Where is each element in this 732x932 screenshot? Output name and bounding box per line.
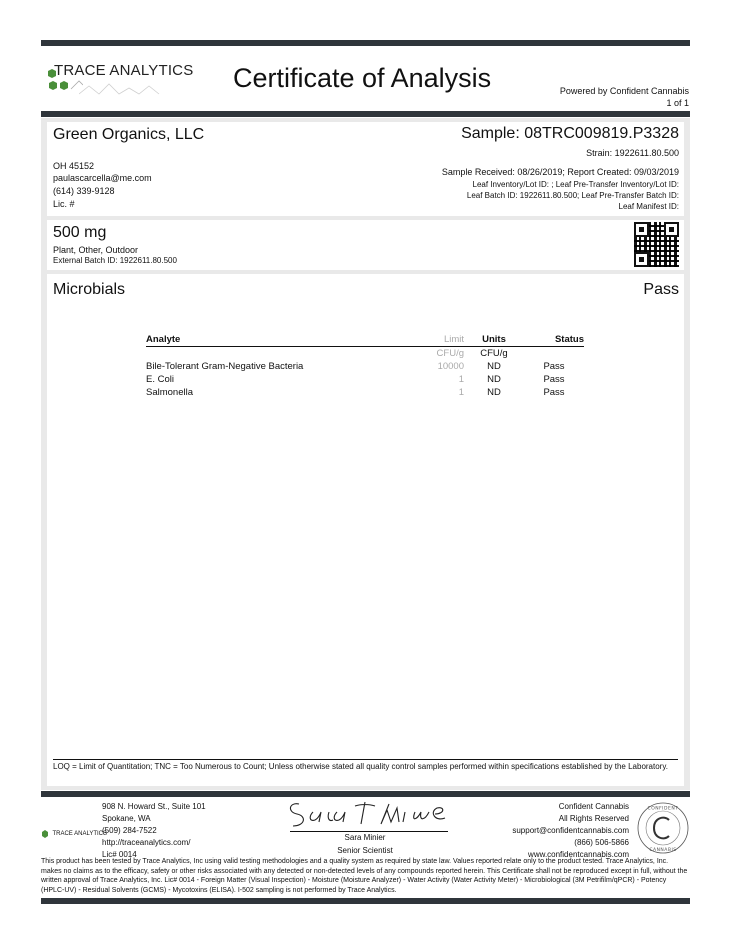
qr-code-icon bbox=[634, 222, 679, 267]
bottom-rule bbox=[41, 898, 690, 904]
table-header-row bbox=[146, 334, 584, 347]
lab-address-1: 908 N. Howard St., Suite 101 bbox=[102, 802, 206, 811]
analyte-cell: Bile-Tolerant Gram-Negative Bacteria bbox=[146, 361, 304, 372]
document-title: Certificate of Analysis bbox=[233, 63, 492, 93]
col-analyte: Analyte bbox=[146, 334, 414, 347]
logo-text: TRACE ANALYTICS bbox=[54, 62, 194, 79]
status-cell: Pass bbox=[543, 374, 565, 385]
units-unit: CFU/g bbox=[480, 348, 508, 359]
table-subheader-row bbox=[146, 347, 584, 361]
product-type: Plant, Other, Outdoor bbox=[53, 245, 139, 255]
signature bbox=[285, 796, 450, 832]
analyte-cell: Salmonella bbox=[146, 387, 193, 398]
table-row bbox=[146, 373, 584, 386]
section-result: Pass bbox=[643, 281, 679, 298]
table-row bbox=[146, 360, 584, 373]
trace-analytics-logo bbox=[43, 62, 193, 98]
limit-unit: CFU/g bbox=[436, 348, 464, 359]
logo-line-decoration bbox=[79, 82, 169, 96]
cc-phone: (866) 506-5866 bbox=[574, 838, 629, 847]
loq-note: LOQ = Limit of Quantitation; TNC = Too Numerous to Count; Unless otherwise stated all quality control samples performed within specifications established by the Laboratory. bbox=[53, 762, 668, 771]
client-license: Lic. # bbox=[53, 199, 75, 209]
powered-by: Powered by Confident Cannabis bbox=[559, 86, 689, 96]
status-cell: Pass bbox=[543, 387, 565, 398]
header-rule bbox=[41, 111, 690, 117]
table-row bbox=[146, 386, 584, 399]
sample-id: Sample: 08TRC009819.P3328 bbox=[461, 125, 679, 142]
confident-cannabis-seal-icon bbox=[636, 801, 690, 855]
section-title: Microbials bbox=[53, 281, 126, 298]
sample-batch: Leaf Batch ID: 1922611.80.500; Leaf Pre-Transfer Batch ID: bbox=[466, 191, 679, 200]
units-cell: ND bbox=[487, 361, 501, 372]
col-units: Units bbox=[464, 334, 524, 347]
page-number: 1 of 1 bbox=[666, 98, 689, 108]
svg-text:CANNABIS: CANNABIS bbox=[649, 848, 677, 853]
footer-logo-text: TRACE ANALYTICS bbox=[52, 830, 108, 837]
status-cell: Pass bbox=[543, 361, 565, 372]
loq-rule bbox=[53, 759, 678, 760]
analyte-cell: E. Coli bbox=[146, 374, 174, 385]
signature-line bbox=[290, 831, 448, 832]
lab-address-2: Spokane, WA bbox=[102, 814, 151, 823]
top-rule bbox=[41, 40, 690, 46]
disclaimer: This product has been tested by Trace Analytics, Inc using valid testing methodologies and a quality system as required by state law. Values reported relate only to the product tested. Trace Analytics, Inc. makes no claims as to the efficacy, safety or other risks associated with any detected or non-detected levels of any compounds reported herein. This Certificate shall not be reproduced except in full, without the written approval of Trace Analytics, Inc. Lic# 0014 - Foreign Matter (Visual Inspection) - Moisture (Moisture Analyzer) - Water Activity (Water Activity Meter) - Microbiological (3M Petrifilm/qPCR) - Potency (HPLC-UV) - Residual Solvents (GCMS) - Mycotoxins (ELISA). I-502 sampling is not performed by Trace Analytics. bbox=[41, 858, 688, 894]
units-cell: ND bbox=[487, 387, 501, 398]
signer-title: Senior Scientist bbox=[337, 846, 393, 855]
units-cell: ND bbox=[487, 374, 501, 385]
svg-text:CONFIDENT: CONFIDENT bbox=[647, 806, 679, 812]
cc-url[interactable]: www.confidentcannabis.com bbox=[528, 850, 629, 859]
signer-name: Sara Minier bbox=[344, 833, 386, 842]
external-batch-id: External Batch ID: 1922611.80.500 bbox=[53, 256, 177, 265]
cc-name: Confident Cannabis bbox=[558, 802, 629, 811]
col-status: Status bbox=[524, 334, 584, 347]
cc-rights: All Rights Reserved bbox=[558, 814, 629, 823]
sample-dates: Sample Received: 08/26/2019; Report Created: 09/03/2019 bbox=[441, 167, 679, 177]
client-name: Green Organics, LLC bbox=[53, 126, 205, 143]
product-name: 500 mg bbox=[53, 224, 107, 241]
sample-lot: Leaf Inventory/Lot ID: ; Leaf Pre-Transfer Inventory/Lot ID: bbox=[472, 180, 679, 189]
client-email: paulascarcella@me.com bbox=[53, 173, 152, 183]
limit-cell: 1 bbox=[458, 387, 464, 398]
client-phone: (614) 339-9128 bbox=[53, 186, 115, 196]
client-address: OH 45152 bbox=[53, 161, 95, 171]
footer-lab-logo bbox=[42, 825, 107, 835]
limit-cell: 10000 bbox=[437, 361, 464, 372]
hexagon-small-icon bbox=[42, 830, 48, 838]
cc-email[interactable]: support@confidentcannabis.com bbox=[512, 826, 629, 835]
sample-strain: Strain: 1922611.80.500 bbox=[586, 148, 679, 158]
results-table bbox=[146, 334, 584, 399]
lab-phone: (509) 284-7522 bbox=[102, 826, 157, 835]
sample-manifest: Leaf Manifest ID: bbox=[618, 202, 679, 211]
col-limit: Limit bbox=[414, 334, 464, 347]
lab-license: Lic# 0014 bbox=[102, 850, 137, 859]
limit-cell: 1 bbox=[458, 374, 464, 385]
lab-url[interactable]: http://traceanalytics.com/ bbox=[102, 838, 191, 847]
